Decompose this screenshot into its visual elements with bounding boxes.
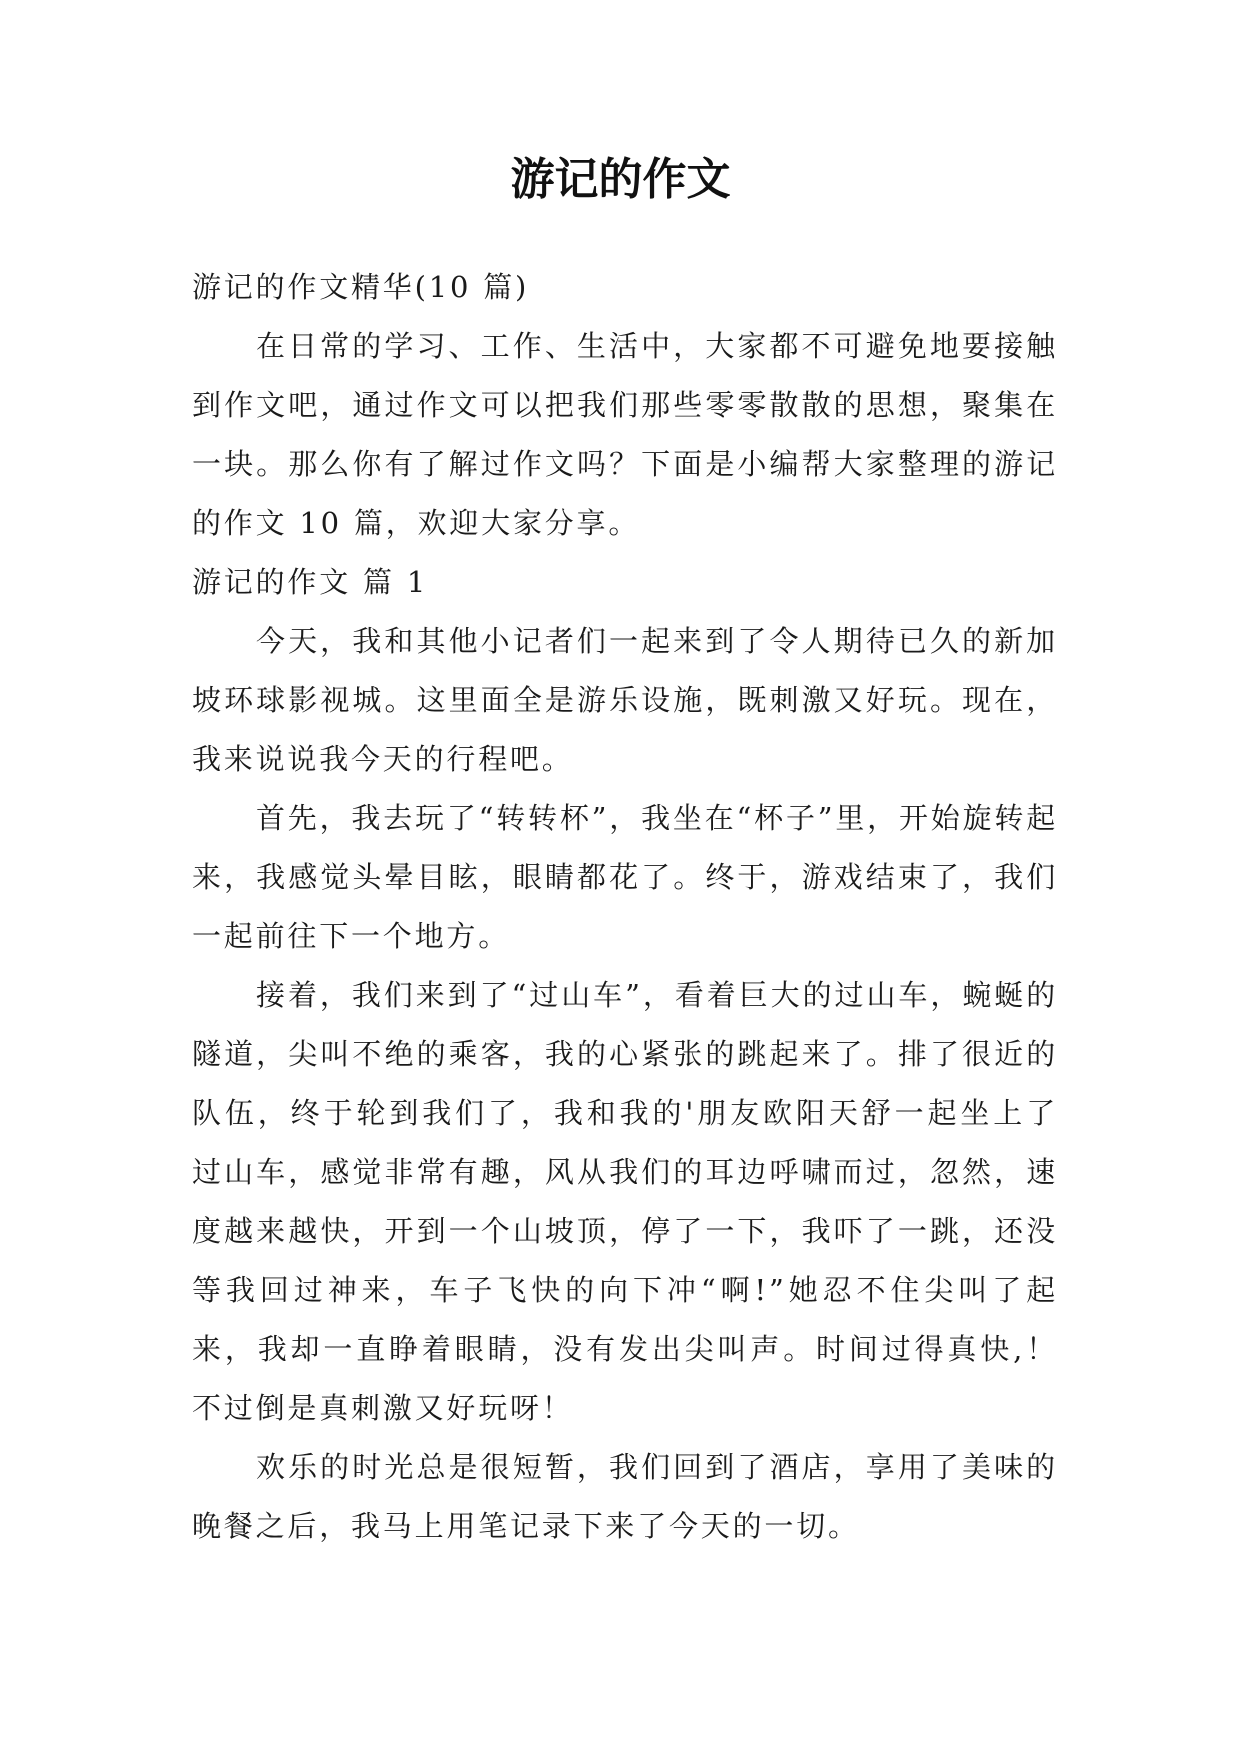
document-subtitle: 游记的作文精华(10 篇) — [192, 270, 530, 304]
body-paragraph: 今天，我和其他小记者们一起来到了令人期待已久的新加坡环球影视城。这里面全是游乐设施，既刺激又好玩。现在，我来说说我今天的行程吧。 — [192, 624, 1058, 776]
document-body — [192, 258, 1058, 1556]
body-paragraph: 欢乐的时光总是很短暂，我们回到了酒店，享用了美味的晚餐之后，我马上用笔记录下来了今天的一切。 — [192, 1450, 1058, 1543]
body-paragraph: 首先，我去玩了“转转杯”，我坐在“杯子”里，开始旋转起来，我感觉头晕目眩，眼睛都花了。终于，游戏结束了，我们一起前往下一个地方。 — [192, 801, 1058, 953]
intro-paragraph: 在日常的学习、工作、生活中，大家都不可避免地要接触到作文吧，通过作文可以把我们那些零零散散的思想，聚集在一块。那么你有了解过作文吗？下面是小编帮大家整理的游记的作文 10 篇，欢迎大家分享。 — [192, 329, 1058, 540]
document-title: 游记的作文 — [510, 154, 731, 205]
section-heading: 游记的作文 篇 1 — [192, 565, 429, 599]
body-paragraph: 接着，我们来到了“过山车”，看着巨大的过山车，蜿蜒的隧道，尖叫不绝的乘客，我的心紧张的跳起来了。排了很近的队伍，终于轮到我们了，我和我的'朋友欧阳天舒一起坐上了过山车，感觉非常有趣，风从我们的耳边呼啸而过，忽然，速度越来越快，开到一个山坡顶，停了一下，我吓了一跳，还没等我回过神来，车子飞快的向下冲“啊!”她忍不住尖叫了起来，我却一直睁着眼睛，没有发出尖叫声。时间过得真快,！不过倒是真刺激又好玩呀！ — [192, 978, 1058, 1425]
